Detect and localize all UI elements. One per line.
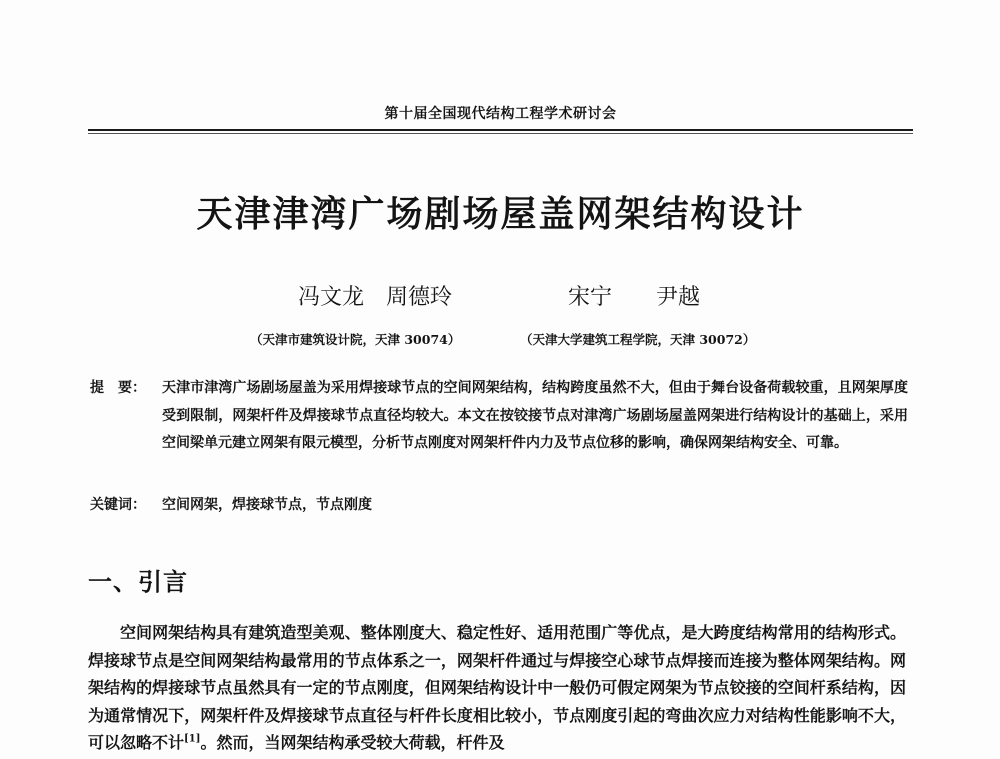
paragraph-text: 空间网架结构具有建筑造型美观、整体刚度大、稳定性好、适用范围广等优点，是大跨度结构常用的结构形式。焊接球节点是空间网架结构最常用的节点体系之一，网架杆件通过与焊接空心球节点焊接而连接为整体网架结构。网架结构的焊接球节点虽然具有一定的节点刚度，但网架结构设计中一般仍可假定网架为节点铰接的空间杆系结构，因为通常情况下，网架杆件及焊接球节点直径与杆件长度相比较小，节点刚度引起的弯曲次应力对结构性能影响不大，可以忽略不计 [88,623,906,753]
section-heading-introduction: 一、引言 [88,568,188,596]
citation-marker: [1] [184,734,201,746]
authors-group-1: 冯文龙 周德玲 [298,285,453,310]
affiliation-1: （天津市建筑设计院，天津 30074） [250,332,461,347]
header-rule-secondary [88,133,913,134]
abstract-text: 天津市津湾广场剧场屋盖为采用焊接球节点的空间网架结构，结构跨度虽然不大，但由于舞台设备荷载较重，且网架厚度受到限制，网架杆件及焊接球节点直径均较大。本文在按铰接节点对津湾广场剧场屋盖网架进行结构设计的基础上，采用空间梁单元建立网架有限元模型，分析节点刚度对网架杆件内力及节点位移的影响，确保网架结构安全、可靠。 [162,380,908,451]
keywords-label: 关键词： [90,497,146,513]
header-rule [88,129,913,131]
paper-title: 天津津湾广场剧场屋盖网架结构设计 [196,194,805,235]
keywords [90,494,372,514]
abstract-label: 提 要： [90,380,146,396]
affiliation-2: （天津大学建筑工程学院，天津 30072） [520,332,756,347]
paragraph-text-continued: 。然而，当网架结构承受较大荷载，杆件及 [200,733,505,753]
running-header: 第十届全国现代结构工程学术研讨会 [384,106,617,122]
authors-group-2: 宋宁 尹越 [568,285,701,310]
introduction-paragraph [88,619,906,757]
keywords-text: 空间网架，焊接球节点，节点刚度 [162,497,372,513]
